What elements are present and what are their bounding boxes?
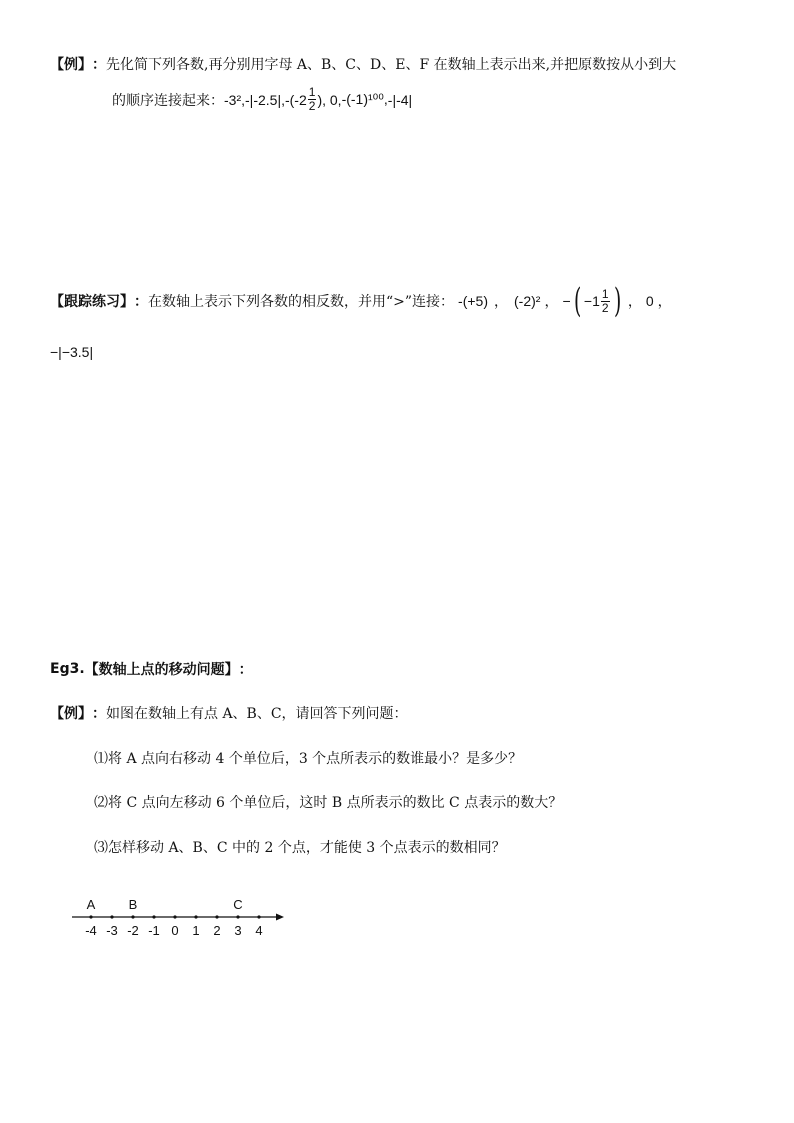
practice-right-paren: ) (613, 281, 621, 321)
practice-n4: 0 (645, 293, 654, 309)
question-2: ⑵将 C 点向左移动 6 个单位后，这时 B 点所表示的数比 C 点表示的数大？ (94, 795, 563, 811)
example2-text: 如图在数轴上有点 A、B、C，请回答下列问题： (106, 706, 408, 722)
item-d: -(-1)¹⁰⁰, (341, 91, 388, 107)
point-label-a: A (86, 897, 96, 912)
item-b-pre: -| (245, 91, 254, 108)
practice-n2: (-2)² (514, 293, 541, 309)
tick-label: -4 (85, 923, 97, 938)
tick-label: -1 (148, 923, 160, 938)
tick-mark (215, 915, 218, 918)
tick-mark (236, 915, 239, 918)
tick-label: -2 (127, 923, 139, 938)
item-e-post: | (408, 91, 413, 108)
item-c-numerator: 1 (308, 85, 316, 99)
number-line-arrow (276, 914, 284, 921)
item-c-pre: -(-2 (284, 91, 307, 108)
practice-text: 在数轴上表示下列各数的相反数，并用“>”连接： (148, 294, 455, 310)
eg3-heading (50, 659, 253, 679)
item-b-post: |, (277, 91, 285, 108)
tick-label: 1 (192, 923, 200, 938)
tick-mark (89, 915, 92, 918)
tick-mark (110, 915, 113, 918)
question-3: ⑶怎样移动 A、B、C 中的 2 个点，才能使 3 个点表示的数相同？ (94, 840, 506, 856)
practice-n3-denominator: 2 (601, 300, 609, 315)
item-e-pre: -| (387, 91, 397, 108)
practice-n3-numerator: 1 (601, 286, 609, 301)
point-label-c: C (233, 897, 243, 912)
number-line (66, 893, 288, 943)
tick-mark (194, 915, 197, 918)
item-c-post: ), 0, (317, 91, 342, 108)
tick-label: 4 (255, 923, 263, 938)
tick-label: -3 (106, 923, 118, 938)
item-a: -3², (224, 91, 245, 108)
practice-colon: ： (134, 294, 148, 310)
number-line-ticks (85, 915, 262, 938)
practice-sep3: ， (627, 294, 642, 310)
practice-tag: 【跟踪练习】 (50, 294, 134, 310)
tick-label: 2 (213, 923, 221, 938)
item-c-fraction (308, 86, 317, 113)
practice-n3-pre: − (562, 293, 571, 309)
example2-tag: 【例】 (50, 706, 92, 722)
practice-sep2: ， (544, 294, 559, 310)
example1-colon: ： (92, 57, 106, 73)
tick-mark (131, 915, 134, 918)
tick-mark (257, 915, 260, 918)
question-1: ⑴将 A 点向右移动 4 个单位后，3 个点所表示的数谁最小？是多少？ (94, 751, 523, 767)
tick-mark (173, 915, 176, 918)
practice-n3-inner: −1 (583, 293, 600, 309)
item-c-denominator: 2 (308, 99, 316, 113)
example2-line (50, 703, 408, 723)
example1-line2-prefix: 的顺序连接起来： (112, 92, 224, 109)
example1-tag: 【例】 (50, 57, 92, 73)
number-line-points (87, 897, 243, 912)
item-e-val: -4 (396, 91, 409, 108)
practice-n1: -(+5) (458, 293, 488, 309)
eg3-colon: ： (238, 662, 253, 678)
practice-sep1: ， (494, 294, 508, 310)
eg3-label: Eg3. (50, 661, 85, 677)
tick-mark (152, 915, 155, 918)
practice-line1 (50, 281, 676, 321)
example2-colon: ： (92, 706, 106, 722)
practice-n5: −|−3.5| (50, 344, 94, 360)
tick-label: 3 (234, 923, 242, 938)
item-b-val: -2.5 (253, 91, 278, 108)
tick-label: 0 (171, 923, 179, 938)
example1-line1 (50, 54, 676, 74)
example1-line2 (112, 86, 412, 113)
eg3-title: 【数轴上点的移动问题】 (84, 662, 239, 678)
practice-left-paren: ( (573, 281, 581, 321)
practice-n3-fraction (601, 288, 610, 315)
point-label-b: B (128, 897, 138, 912)
practice-sep4: ， (657, 294, 672, 310)
example1-text: 先化简下列各数,再分别用字母 A、B、C、D、E、F 在数轴上表示出来,并把原数按从小到大 (106, 57, 677, 73)
